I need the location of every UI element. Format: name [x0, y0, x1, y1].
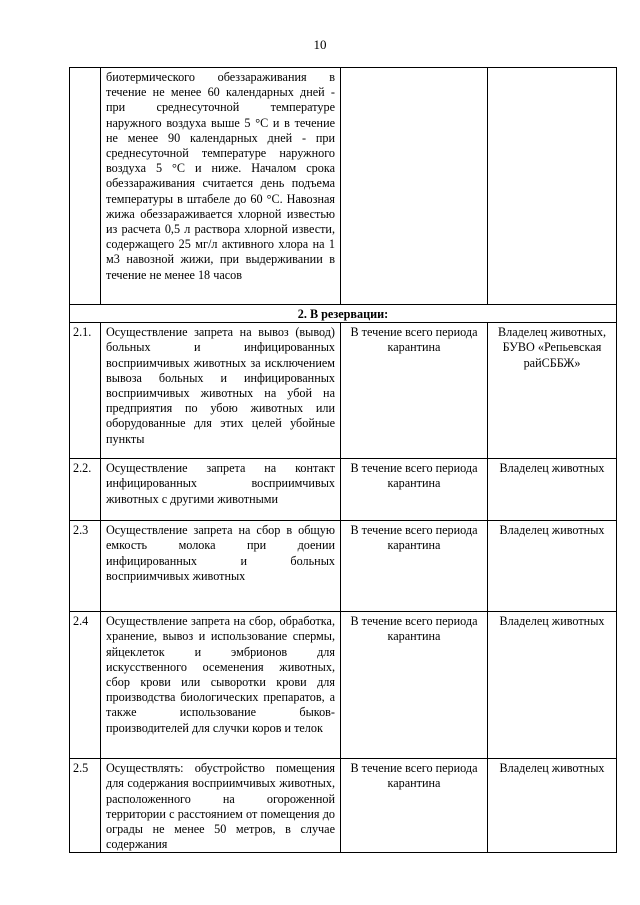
table-row — [70, 521, 617, 612]
row-term — [341, 68, 488, 305]
row-term: В течение всего периода карантина — [341, 759, 488, 853]
row-term: В течение всего периода карантина — [341, 459, 488, 521]
row-action: Осуществление запрета на вывоз (вывод) больных и инфицированных восприимчивых животных за исключением вывоза больных и инфицированных восприимчивых животных на убой на предприятия по убою животных или оборудованные для этих целей убойные пункты — [101, 323, 341, 459]
section-header-row — [70, 305, 617, 323]
row-responsible — [488, 68, 617, 305]
row-action: Осуществление запрета на контакт инфицированных восприимчивых животных с другими животными — [101, 459, 341, 521]
row-number: 2.1. — [70, 323, 101, 459]
measures-table — [69, 67, 617, 853]
section-title: 2. В резервации: — [70, 305, 617, 323]
row-action: Осуществлять: обустройство помещения для содержания восприимчивых животных, расположенного на огороженной территории с расстоянием от помещения до ограды не менее 50 метров, в случае содержания — [101, 759, 341, 853]
row-action: Осуществление запрета на сбор в общую емкость молока при доении инфицированных и больных восприимчивых животных — [101, 521, 341, 612]
row-number: 2.3 — [70, 521, 101, 612]
row-responsible: Владелец животных — [488, 759, 617, 853]
table-row — [70, 459, 617, 521]
row-number — [70, 68, 101, 305]
row-responsible: Владелец животных — [488, 612, 617, 759]
row-term: В течение всего периода карантина — [341, 323, 488, 459]
table-row — [70, 612, 617, 759]
table-row — [70, 323, 617, 459]
page-number: 10 — [313, 37, 327, 52]
row-number: 2.4 — [70, 612, 101, 759]
row-number: 2.5 — [70, 759, 101, 853]
table-row-continuation — [70, 68, 617, 305]
row-responsible: Владелец животных — [488, 459, 617, 521]
row-number: 2.2. — [70, 459, 101, 521]
row-term: В течение всего периода карантина — [341, 612, 488, 759]
table-row — [70, 759, 617, 853]
row-action: Осуществление запрета на сбор, обработка, хранение, вывоз и использование спермы, яйцеклеток и эмбрионов для искусственного осеменения животных, сбор крови или сыворотки крови для производства биологических препаратов, а также использование быков-производителей для случки коров и телок — [101, 612, 341, 759]
row-responsible: Владелец животных, БУВО «Репьевская райСББЖ» — [488, 323, 617, 459]
row-action: биотермического обеззараживания в течение не менее 60 календарных дней - при среднесуточной температуре наружного воздуха выше 5 °С и в течение не менее 90 календарных дней - при среднесуточной температуре наружного воздуха 5 °С и ниже. Началом срока обеззараживания считается день подъема температуры в штабеле до 60 °С. Навозная жижа обеззараживается хлорной известью из расчета 0,5 л раствора хлорной извести, содержащего 25 мг/л активного хлора на 1 м3 навозной жижи, при выдерживании в течение не менее 18 часов — [101, 68, 341, 305]
row-term: В течение всего периода карантина — [341, 521, 488, 612]
row-responsible: Владелец животных — [488, 521, 617, 612]
